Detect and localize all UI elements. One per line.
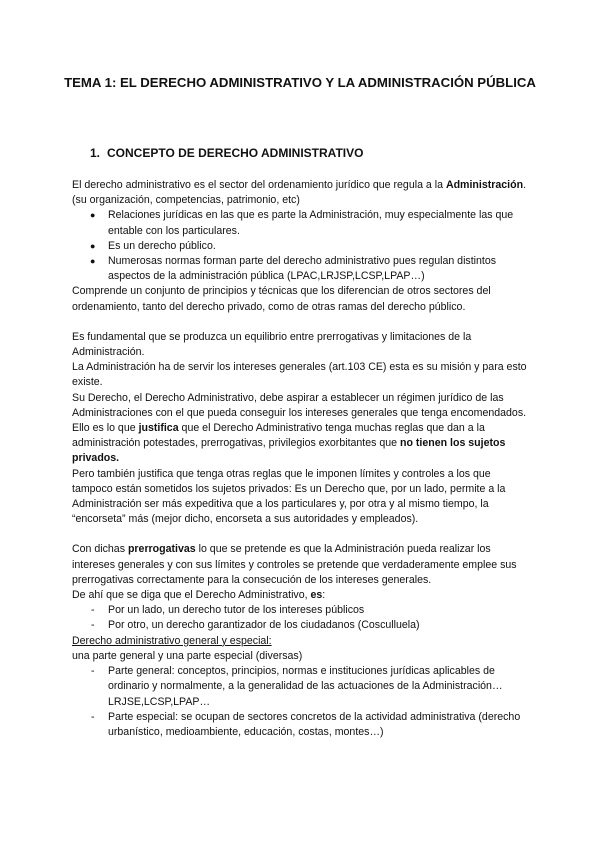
- bold-term: Administración: [445, 179, 524, 191]
- bold-term: prerrogativas: [127, 543, 196, 556]
- paragraph-gap: [72, 315, 534, 330]
- bullet-item: ● Relaciones jurídicas en las que es parte la Administración, muy especialmente las que entable con los particulares.: [72, 208, 534, 238]
- paragraph-balance: Es fundamental que se produzca un equilibrio entre prerrogativas y limitaciones de la Administración.: [72, 330, 472, 359]
- paragraph-text: :: [322, 589, 326, 602]
- paragraph-text: lo que se pretende es que la Administración pueda realizar los intereses generales y con sus límites y controles se pretende que verdaderamente emplee sus prerrogativas correctamente para la consecución de los intereses generales.: [72, 543, 517, 586]
- paragraph-text: De ahí que se diga que el Derecho Administrativo,: [72, 589, 311, 602]
- paragraph-limits: Pero también justifica que tenga otras reglas que le imponen límites y controles a los que tampoco están sometidos los sujetos privados: Es un Derecho que, por un lado, permite a la Administración ser más expeditiva que a los particulares y, por otra y al mismo tiempo, la “encorseta” más (mejor dicho, encorseta a sus autoridades y empleados).: [72, 467, 506, 526]
- dash-item: - Por otro, un derecho garantizador de los ciudadanos (Cosculluela): [72, 618, 534, 633]
- subheading-general-special: Derecho administrativo general y especial:: [72, 634, 272, 647]
- paragraph-text: . (su organización, competencias, patrimonio, etc): [72, 179, 527, 207]
- paragraph-prerogatives: [72, 542, 534, 588]
- paragraph-text: El derecho administrativo es el sector del ordenamiento jurídico que regula a la: [72, 179, 446, 191]
- bullet-list: [72, 208, 534, 284]
- paragraph-conclusion: [72, 588, 534, 603]
- document-body: [72, 178, 534, 740]
- paragraph-principles: Comprende un conjunto de principios y técnicas que los diferencian de otros sectores del ordenamiento, tanto del derecho privado, como de otras ramas del derecho público.: [72, 285, 491, 313]
- document-title: TEMA 1: EL DERECHO ADMINISTRATIVO Y LA ADMINISTRACIÓN PÚBLICA: [64, 75, 536, 90]
- section-number: 1.: [90, 146, 101, 160]
- dash-list: [72, 664, 534, 740]
- bold-term: justifica: [138, 422, 179, 435]
- dash-item: - Parte especial: se ocupan de sectores concretos de la actividad administrativa (derecho urbanístico, medioambiente, educación, costas, montes…): [72, 710, 534, 740]
- bullet-item: ● Es un derecho público.: [72, 239, 534, 254]
- paragraph-justification: [72, 421, 534, 467]
- section-heading-text: CONCEPTO DE DERECHO ADMINISTRATIVO: [107, 146, 364, 160]
- dash-list: [72, 603, 534, 633]
- bold-term: es: [310, 589, 323, 602]
- paragraph-text: Ello es lo que: [72, 422, 139, 435]
- bold-term: no tienen los sujetos privados.: [72, 437, 506, 465]
- paragraph-text: que el Derecho Administrativo tenga muchas reglas que dan a la administración potestades, prerrogativas, privilegios exorbitantes que: [72, 422, 485, 450]
- paragraph-regime: Su Derecho, el Derecho Administrativo, debe aspirar a establecer un régimen jurídico de las Administraciones con el que pueda conseguir los intereses generales que tenga encomendados.: [72, 391, 527, 419]
- paragraph-gap: [72, 527, 534, 542]
- section-heading: [90, 145, 363, 161]
- paragraph-text: Con dichas: [72, 543, 128, 556]
- dash-item: - Por un lado, un derecho tutor de los intereses públicos: [72, 603, 534, 618]
- paragraph-definition: [72, 178, 534, 208]
- paragraph-parts: una parte general y una parte especial (diversas): [72, 649, 303, 662]
- bullet-item: ● Numerosas normas forman parte del derecho administrativo pues regulan distintos aspectos de la administración pública (LPAC,LRJSP,LCSP,LPAP…): [72, 254, 534, 284]
- paragraph-mission: La Administración ha de servir los intereses generales (art.103 CE) esta es su misión y para esto existe.: [72, 361, 527, 389]
- dash-item: - Parte general: conceptos, principios, normas e instituciones jurídicas aplicables de ordinario y normalmente, a la generalidad de las actuaciones de la Administración… LRJSE,LCSP,LPAP…: [72, 664, 534, 710]
